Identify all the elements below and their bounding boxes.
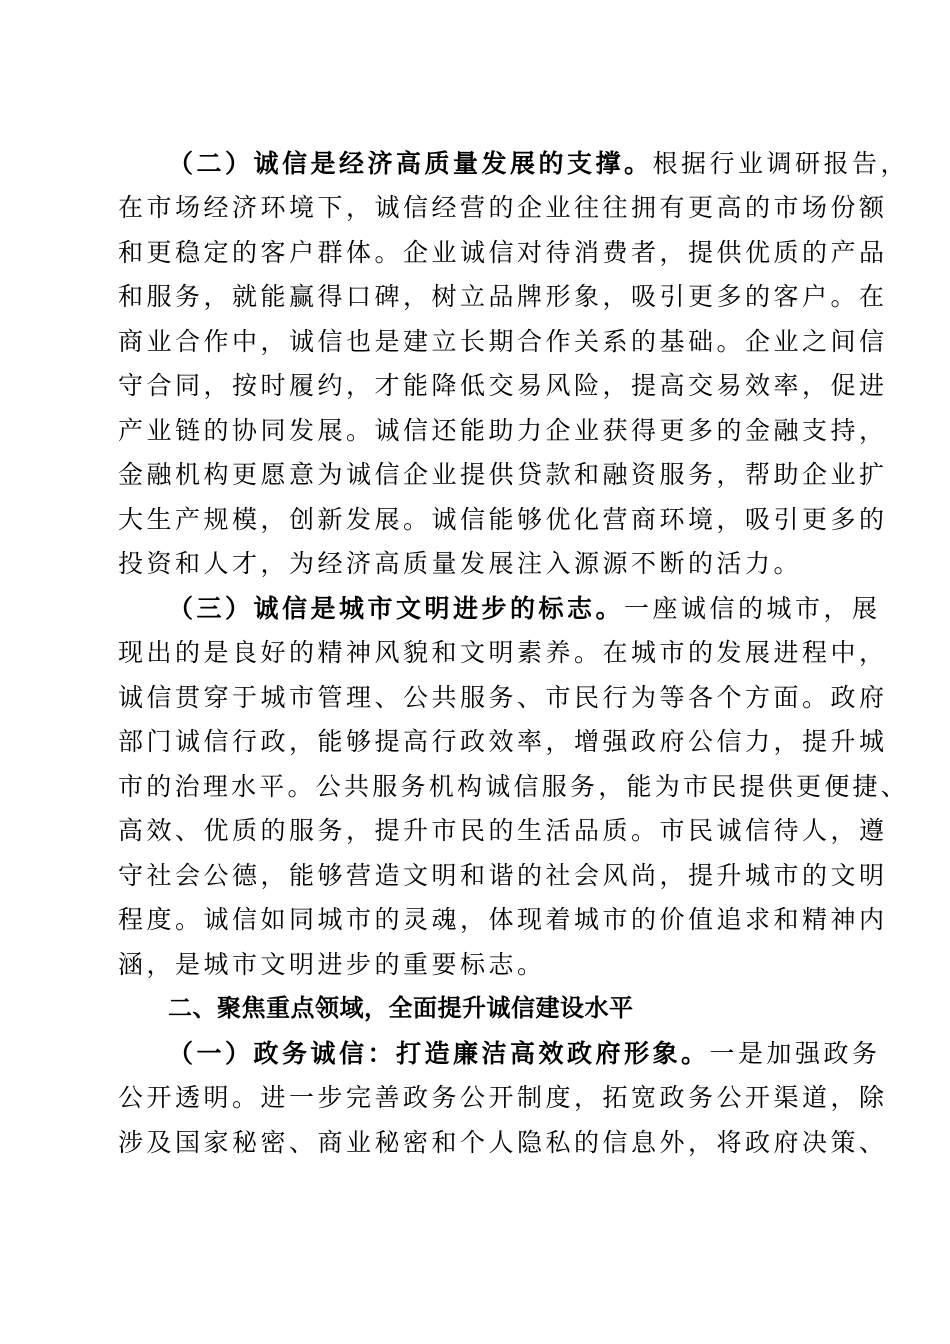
section-heading: 二、聚焦重点领域，全面提升诚信建设水平 [168,994,634,1022]
paragraph-line: 产业链的协同发展。诚信还能助力企业获得更多的金融支持， [118,416,888,445]
paragraph-line: 和更稳定的客户群体。企业诚信对待消费者，提供优质的产品 [118,238,888,267]
paragraph-line: 和服务，就能赢得口碑，树立品牌形象，吸引更多的客户。在 [118,282,888,311]
paragraph-line [168,1034,881,1074]
paragraph-line: 金融机构更愿意为诚信企业提供贷款和融资服务，帮助企业扩 [118,460,888,489]
paragraph-line: 涉及国家秘密、商业秘密和个人隐私的信息外，将政府决策、 [118,1128,888,1157]
paragraph-line: 市的治理水平。公共服务机构诚信服务，能为市民提供更便捷、 [118,772,910,801]
paragraph-text: 根据行业调研报告， [652,149,910,178]
paragraph-text: 一座诚信的城市，展 [624,594,881,623]
paragraph-text: 一是加强政务 [709,1039,881,1068]
paragraph-line: 投资和人才，为经济高质量发展注入源源不断的活力。 [118,549,803,578]
paragraph-line: 守社会公德，能够营造文明和谐的社会风尚，提升城市的文明 [118,861,888,890]
paragraph-line: 现出的是良好的精神风貌和文明素养。在城市的发展进程中， [118,638,888,667]
paragraph-line: 涵，是城市文明进步的重要标志。 [118,950,546,979]
paragraph-lead: （二）诚信是经济高质量发展的支撑。 [168,149,653,178]
paragraph-line: 程度。诚信如同城市的灵魂，体现着城市的价值追求和精神内 [118,905,888,934]
paragraph-line: 商业合作中，诚信也是建立长期合作关系的基础。企业之间信 [118,327,888,356]
paragraph-line: 守合同，按时履约，才能降低交易风险，提高交易效率，促进 [118,371,888,400]
paragraph-lead: （三）诚信是城市文明进步的标志。 [168,594,625,623]
paragraph-line: 在市场经济环境下，诚信经营的企业往往拥有更高的市场份额 [118,193,888,222]
paragraph-lead: （一）政务诚信：打造廉洁高效政府形象。 [168,1039,710,1068]
paragraph-line: 大生产规模，创新发展。诚信能够优化营商环境，吸引更多的 [118,505,888,534]
paragraph-line: 部门诚信行政，能够提高行政效率，增强政府公信力，提升城 [118,727,888,756]
paragraph-line [168,144,909,184]
paragraph-line: 高效、优质的服务，提升市民的生活品质。市民诚信待人，遵 [118,816,888,845]
paragraph-line [168,589,881,629]
paragraph-line: 诚信贯穿于城市管理、公共服务、市民行为等各个方面。政府 [118,683,888,712]
paragraph-line: 公开透明。进一步完善政务公开制度，拓宽政务公开渠道，除 [118,1083,888,1112]
